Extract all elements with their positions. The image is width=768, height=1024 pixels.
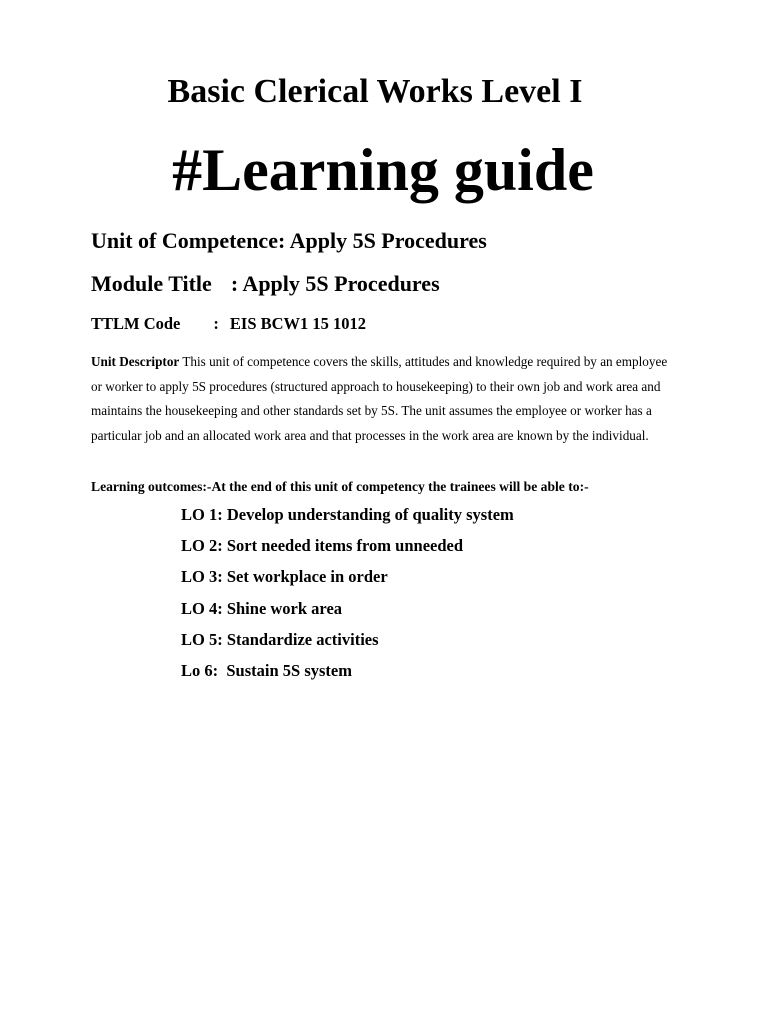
unit-descriptor-text: This unit of competence covers the skills, attitudes and knowledge required by an employee or worker to apply 5S procedures (structured approach to housekeeping) to their own job and work area and maintains the housekeeping and other standards set by 5S. The unit assumes the employee or worker has a particular job and an allocated work area and that processes in the work area are known by the individual. [91, 354, 668, 443]
module-title-label: Module Title [91, 271, 212, 296]
learning-outcomes-list [181, 502, 514, 689]
ttlm-code-separator: : [213, 314, 219, 333]
document-title: Basic Clerical Works Level I [167, 73, 583, 110]
ttlm-code-line [91, 312, 366, 336]
learning-guide-heading: #Learning guide [172, 137, 594, 203]
learning-outcome-item: Lo 6: Sustain 5S system [181, 660, 352, 680]
unit-of-competence-value: Apply 5S Procedures [289, 228, 487, 253]
learning-outcome-item: LO 1: Develop understanding of quality system [181, 505, 514, 524]
learning-outcome-item: LO 4: Shine work area [181, 598, 343, 618]
unit-of-competence-label: Unit of Competence: [91, 228, 286, 253]
ttlm-code-label: TTLM Code [91, 314, 181, 333]
learning-outcome-item: LO 5: Standardize activities [181, 629, 379, 649]
learning-outcome-item: LO 2: Sort needed items from unneeded [181, 536, 464, 556]
ttlm-code-value: EIS BCW1 15 1012 [229, 314, 367, 333]
learning-outcomes-intro: Learning outcomes:-At the end of this unit of competency the trainees will be able to:- [91, 479, 589, 494]
unit-descriptor-label: Unit Descriptor [91, 354, 180, 369]
module-title-line [91, 269, 440, 299]
unit-descriptor-paragraph [91, 350, 676, 448]
learning-outcome-item: LO 3: Set workplace in order [181, 567, 388, 587]
unit-of-competence-line [91, 226, 487, 256]
module-title-value: : Apply 5S Procedures [230, 271, 440, 296]
